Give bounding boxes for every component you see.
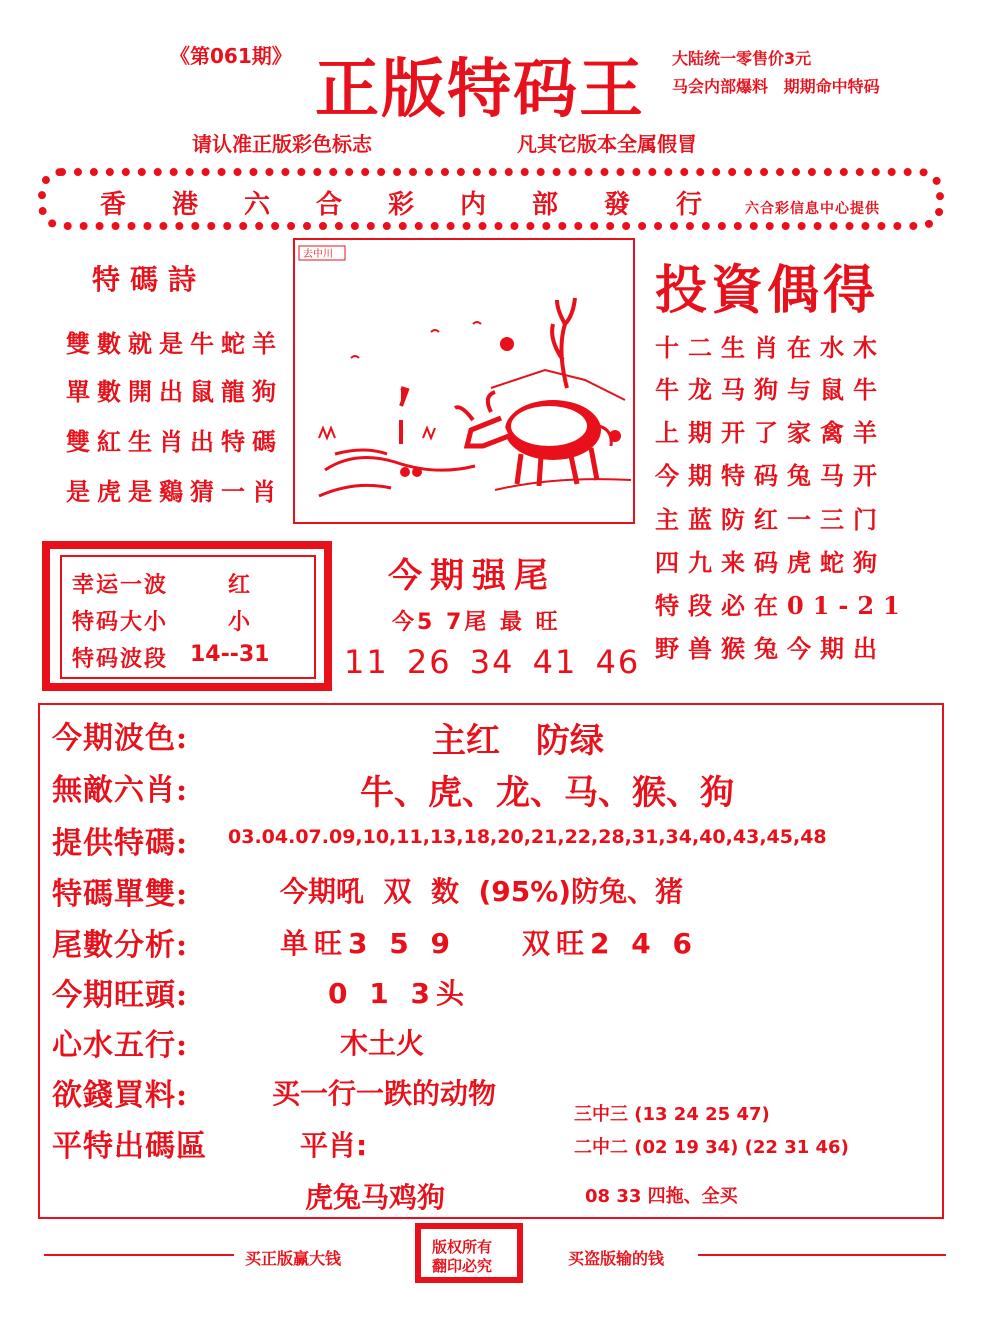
tail-numbers: 11 26 34 41 46 [344,643,641,681]
buy-hint-label: 欲錢買料: [52,1078,189,1113]
fake-notice: 凡其它版本全属假冒 [517,132,697,156]
five-element-label: 心水五行: [52,1028,189,1063]
flat-zone-label: 平特出碼區 [52,1129,207,1164]
authentic-notice: 请认准正版彩色标志 [192,132,372,156]
footer-divider-right [698,1254,946,1256]
tail-double-value: 双旺2 4 6 [522,927,698,960]
picture-stamp: 去中川 [303,249,333,260]
invest-line: 今期特码兔马开 [655,461,886,490]
footer-left-slogan: 买正版赢大钱 [245,1249,342,1268]
invest-line: 主蓝防红一三门 [655,505,886,534]
invest-line: 特段必在01-21 [655,591,909,620]
invest-line: 四九来码虎蛇狗 [655,548,886,577]
poem-line: 雙紅生肖出特碼 [66,427,283,456]
lucky-wave-value: 红 [228,573,251,598]
invest-line: 野兽猴兔今期出 [655,634,886,663]
insider-note: 马会内部爆料 期期命中特码 [672,77,880,96]
odd-even-label: 特碼單雙: [52,877,189,912]
wave-color-label: 今期波色: [52,721,189,756]
lucky-segment-value: 14--31 [190,642,270,667]
lucky-head-label: 今期旺頭: [52,978,189,1013]
buy-hint-value: 买一行一跌的动物 [272,1077,497,1110]
lucky-segment-label: 特码波段 [72,647,169,672]
two-of-two: 二中二 (02 19 34) (22 31 46) [574,1137,849,1158]
ox-painting-icon [295,240,633,522]
lucky-size-label: 特码大小 [72,610,169,635]
tail-subtitle: 今5 7尾 最 旺 [392,610,561,635]
six-zodiac-label: 無敵六肖: [52,773,189,808]
special-code-label: 提供特碼: [52,826,189,861]
lucky-wave-label: 幸运一波 [72,573,169,598]
tail-title: 今期强尾 [388,556,556,596]
invest-line: 十二生肖在水木 [655,333,886,362]
flat-zodiac-label: 平肖: [300,1129,368,1162]
wave-color-value: 主红 防绿 [432,721,604,761]
six-zodiac-value: 牛、虎、龙、马、猴、狗 [360,773,734,813]
poem-title: 特碼詩 [92,263,207,296]
drag-bet: 08 33 四拖、全买 [585,1186,738,1207]
tail-single-value: 单旺3 5 9 [280,927,456,960]
ox-illustration [293,238,635,524]
poem-line: 單數開出鼠龍狗 [66,377,283,406]
invest-line: 牛龙马狗与鼠牛 [655,375,886,404]
price-note: 大陆统一零售价3元 [672,49,812,68]
copyright-line-2: 翻印必究 [432,1257,493,1275]
invest-title: 投資偶得 [655,260,880,321]
footer-right-slogan: 买盗版输的钱 [568,1249,665,1268]
invest-line: 上期开了家禽羊 [655,418,886,447]
poem-line: 雙數就是牛蛇羊 [66,329,283,358]
special-code-value: 03.04.07.09,10,11,13,18,20,21,22,28,31,34,40,43,45,48 [228,826,827,848]
brand-title: 正版特码王 [315,52,645,127]
five-element-value: 木土火 [340,1027,425,1060]
lucky-head-value: 0 1 3头 [328,977,470,1010]
three-of-three: 三中三 (13 24 25 47) [574,1104,770,1125]
banner-title: 香港六合彩内部發行 [100,190,749,220]
flat-zodiac-value: 虎兔马鸡狗 [305,1181,446,1214]
banner-provider: 六合彩信息中心提供 [745,201,880,217]
poem-line: 是虎是鷄猜一肖 [66,477,283,506]
lucky-size-value: 小 [228,610,251,635]
issue-number: 《第061期》 [170,44,292,68]
odd-even-value: 今期吼 双 数 (95%)防兔、猪 [280,875,684,908]
copyright-line-1: 版权所有 [432,1238,493,1256]
footer-divider-left [44,1254,234,1256]
tail-analysis-label: 尾數分析: [52,928,189,963]
